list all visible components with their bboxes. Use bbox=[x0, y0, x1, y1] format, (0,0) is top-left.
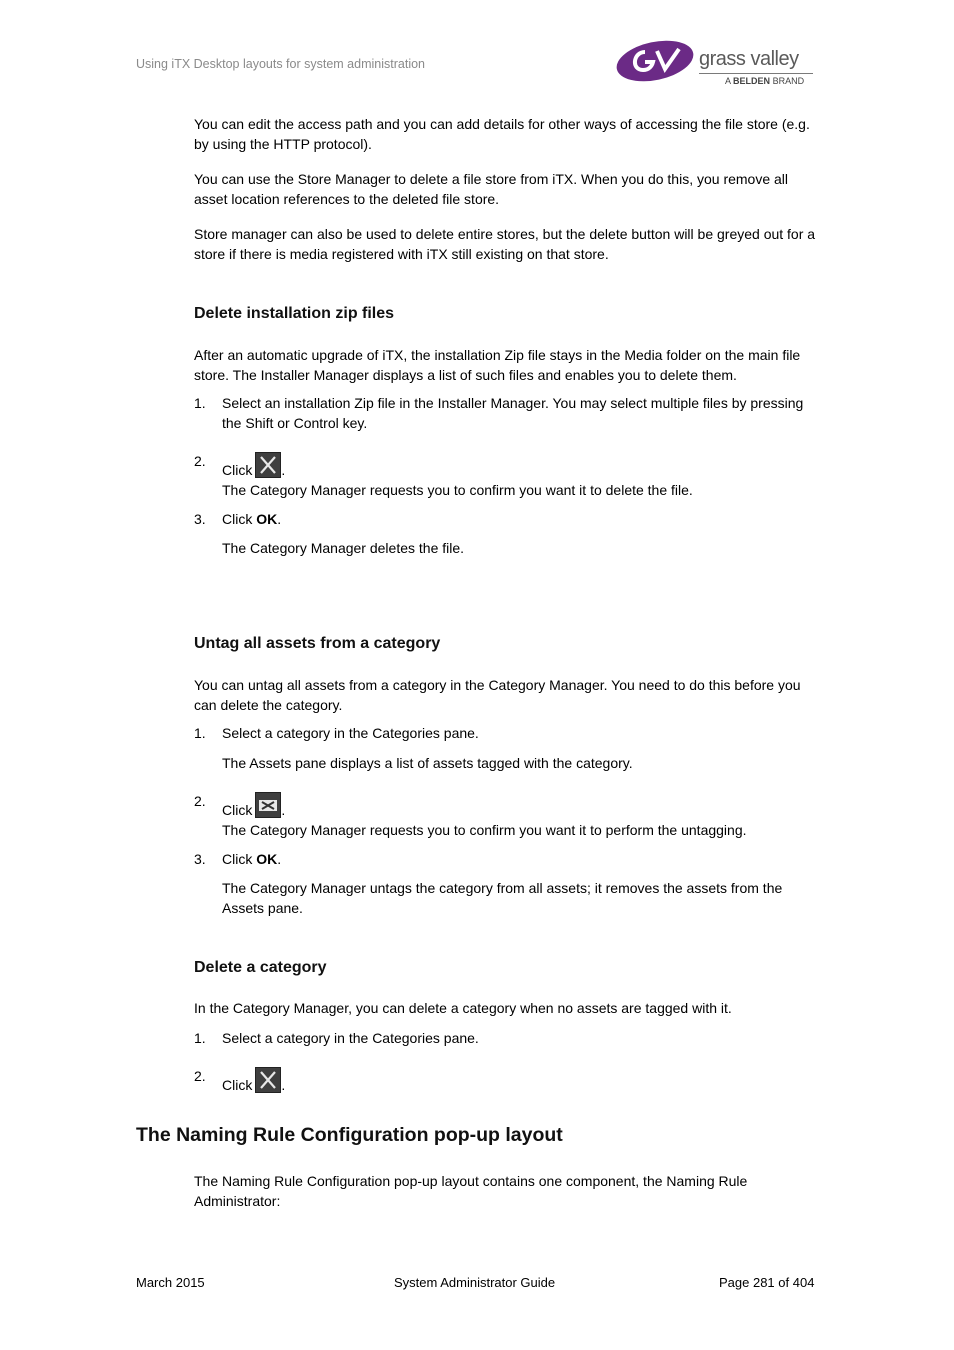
untag-step1-number: 1. bbox=[194, 725, 206, 741]
untag-step1-result: The Assets pane displays a list of assets tagged with the category. bbox=[222, 755, 633, 771]
footer-date: March 2015 bbox=[136, 1275, 205, 1290]
untag-icon bbox=[255, 792, 281, 818]
section-heading-delete-category: Delete a category bbox=[194, 959, 327, 976]
zip-step2-result: The Category Manager requests you to confirm you want it to delete the file. bbox=[222, 482, 693, 498]
delete-category-intro: In the Category Manager, you can delete a category when no assets are tagged with it. bbox=[194, 1000, 732, 1016]
untag-step1-text: Select a category in the Categories pane. bbox=[222, 725, 479, 741]
delete-category-step2-number: 2. bbox=[194, 1068, 206, 1084]
zip-step1-text: Select an installation Zip file in the Installer Manager. You may select multiple files by pressing the Shift or Control key. bbox=[222, 395, 804, 431]
untag-step3-text: Click OK. bbox=[222, 851, 282, 867]
delete-icon bbox=[255, 1067, 281, 1093]
delete-icon bbox=[255, 452, 281, 478]
grass-valley-logo bbox=[615, 38, 817, 88]
delete-category-step2-text: Click . bbox=[222, 1067, 822, 1096]
intro-paragraph-1: You can edit the access path and you can add details for other ways of accessing the file store (e.g. by using the HTTP protocol). bbox=[194, 116, 810, 152]
logo-wordmark: grass valley bbox=[699, 48, 799, 70]
section-heading-untag: Untag all assets from a category bbox=[194, 635, 441, 652]
logo-tagline: A BELDEN BRAND bbox=[725, 76, 805, 86]
zip-step3-result: The Category Manager deletes the file. bbox=[222, 540, 465, 556]
zip-step3-number: 3. bbox=[194, 511, 206, 527]
delete-category-step1-number: 1. bbox=[194, 1030, 206, 1046]
zip-intro: After an automatic upgrade of iTX, the installation Zip file stays in the Media folder on the main file store. The Installer Manager displays a list of such files and enables you to delete them. bbox=[194, 347, 801, 383]
zip-step2-number: 2. bbox=[194, 453, 206, 469]
untag-step2-result: The Category Manager requests you to confirm you want it to perform the untagging. bbox=[222, 822, 747, 838]
zip-step3-text: Click OK. bbox=[222, 511, 282, 527]
untag-step2-number: 2. bbox=[194, 793, 206, 809]
untag-intro: You can untag all assets from a category in the Category Manager. You need to do this before you can delete the category. bbox=[194, 677, 801, 713]
section-heading-zip: Delete installation zip files bbox=[194, 305, 395, 322]
intro-paragraph-2: You can use the Store Manager to delete a file store from iTX. When you do this, you remove all asset location references to the deleted file store. bbox=[194, 171, 789, 207]
untag-step3-result: The Category Manager untags the category from all assets; it removes the assets from the Assets pane. bbox=[222, 880, 783, 916]
intro-paragraph-3: Store manager can also be used to delete entire stores, but the delete button will be greyed out for a store if there is media registered with iTX still existing on that store. bbox=[194, 226, 816, 262]
logo-divider bbox=[699, 73, 813, 74]
zip-step1-number: 1. bbox=[194, 395, 206, 411]
zip-step2-text: Click . bbox=[222, 452, 822, 481]
untag-step3-number: 3. bbox=[194, 851, 206, 867]
section-heading-naming-rule: The Naming Rule Configuration pop-up layout bbox=[136, 1124, 563, 1146]
delete-category-step1-text: Select a category in the Categories pane. bbox=[222, 1030, 479, 1046]
untag-step2-text: Click . bbox=[222, 792, 822, 821]
logo-mark-icon bbox=[615, 38, 699, 84]
naming-rule-intro: The Naming Rule Configuration pop-up layout contains one component, the Naming Rule Administrator: bbox=[194, 1173, 748, 1209]
footer-page-number: Page 281 of 404 bbox=[719, 1275, 815, 1290]
footer-guide-title: System Administrator Guide bbox=[394, 1275, 556, 1290]
running-header: Using iTX Desktop layouts for system administration bbox=[136, 57, 425, 71]
